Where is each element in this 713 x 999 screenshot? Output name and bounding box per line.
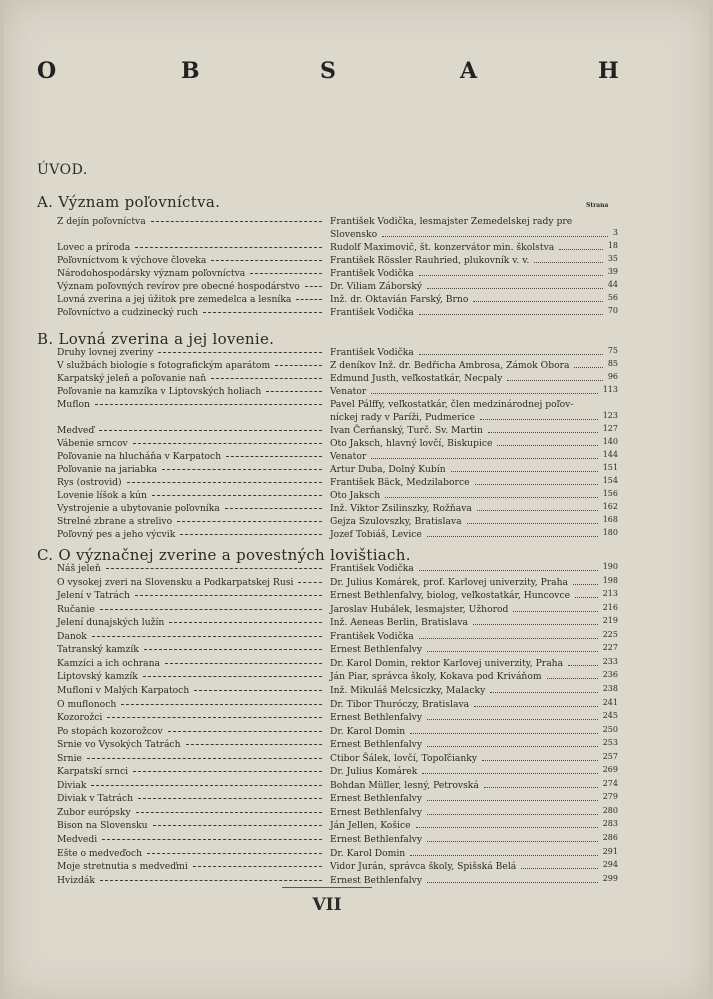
entry-page-number: 154 [602,476,618,485]
entry-author: František Vodička [330,307,414,318]
toc-row [57,254,618,267]
toc-row [57,411,618,424]
dash-leader [127,482,322,483]
dash-leader [180,534,322,535]
toc-row [57,280,618,293]
toc-row [57,476,618,489]
entry-author: Jaroslav Hubálek, lesmajster, Užhorod [330,603,509,615]
entry-page-number: 180 [602,528,618,537]
entry-page-number: 279 [602,792,618,802]
dash-leader [296,299,322,300]
entry-page-number: 283 [602,819,618,829]
toc-row [57,779,618,792]
entry-author: Vidor Jurán, správca školy, Spišská Belá [330,861,517,873]
entry-title: Poľovanie na jariabka [57,464,158,475]
entry-title: Poľovníctvo a cudzinecký ruch [57,307,199,318]
toc-row [57,589,618,602]
dash-leader [136,812,322,813]
entry-title: Srnie vo Vysokých Tatrách [57,739,181,751]
entry-author: Dr. Karol Domin [330,725,406,737]
dot-leader [521,868,598,869]
entry-title: Ešte o medveďoch [57,847,143,859]
heading-letter: B [181,58,200,84]
entry-page-number: 18 [607,241,618,250]
dot-leader [371,393,598,394]
dash-leader [133,443,322,444]
dash-leader [275,365,322,366]
dash-leader [138,798,322,799]
entry-page-number: 3 [612,228,618,237]
dash-leader [100,880,322,881]
dash-leader [100,609,322,610]
dot-leader [474,706,598,707]
entry-author: Ernest Bethlenfalvy [330,644,423,656]
entry-author: Bohdan Müller, lesný, Petrovská [330,779,479,791]
dot-leader [371,458,598,459]
dash-leader [169,622,322,623]
toc-row [57,346,618,359]
entry-author: Inž. dr. Oktavián Farský, Brno [330,294,469,305]
entry-title: Karpatskí srnci [57,766,129,778]
toc-row [57,463,618,476]
entry-page-number: 190 [602,562,618,571]
dash-leader [143,676,322,677]
entry-author: Dr. Karol Domin, rektor Karlovej univerzity, Praha [330,657,564,669]
heading-letter: S [320,58,336,84]
entry-page-number: 257 [602,751,618,761]
dot-leader [568,665,598,666]
dot-leader [427,288,603,289]
dot-leader [419,638,598,639]
entry-page-number: 299 [602,873,618,883]
entry-author: František Vodička [330,563,414,574]
entry-title: Poľovanie na kamzíka v Liptovských holiach [57,386,262,397]
dash-leader [305,286,322,287]
entry-title: Z dejín poľovníctva [57,216,146,227]
entry-page-number: 44 [607,280,618,289]
toc-row [57,725,618,738]
dash-leader [87,758,322,759]
entry-title: Medvedi [57,834,98,845]
dot-leader [416,827,598,828]
entry-title: Diviak [57,779,87,791]
entry-author: Artur Duba, Dolný Kubín [330,464,446,475]
entry-title: Náš jeleň [57,563,101,574]
entry-title: O muflonoch [57,698,117,710]
entry-author: Ernest Bethlenfalvy [330,793,423,805]
entry-page-number: 219 [602,616,618,626]
dash-leader [177,521,322,522]
entry-title: O vysokej zveri na Slovensku a Podkarpatskej Rusi [57,576,294,588]
contents-heading [0,58,713,88]
toc-row [57,215,618,228]
page-column-label: Strana [586,202,609,209]
entry-title: Poľovanie na hlucháňa v Karpatoch [57,451,222,462]
dash-leader [135,595,322,596]
entry-page-number: 140 [602,437,618,446]
toc-row [57,528,618,541]
toc-row [57,847,618,860]
dash-leader [107,717,322,718]
entry-author: Ján Piar, správca školy, Kokava pod Kriváňom [330,671,542,683]
entry-author: Ernest Bethlenfalvy [330,834,423,845]
section-b-title: B. Lovná zverina a jej lovenie. [37,330,275,348]
toc-row [57,860,618,873]
dash-leader [135,247,322,248]
entry-title: Lovná zverina a jej úžitok pre zemedelca a lesníka [57,294,292,305]
entry-author: František Vodička, lesmajster Zemedelskej rady pre [330,216,573,227]
toc-row [57,765,618,778]
dot-leader [451,471,598,472]
entry-page-number: 162 [602,502,618,511]
entry-page-number: 216 [602,602,618,612]
entry-title: Mufloni v Malých Karpatoch [57,684,190,696]
entry-author: Pavel Pálffy, veľkostatkár, člen medzinárodnej poľov- [330,399,574,410]
entry-author: František Bäck, Medzilaborce [330,477,470,488]
dot-leader [488,432,598,433]
entry-page-number: 96 [607,372,618,381]
entry-page-number: 156 [602,489,618,498]
dash-leader [153,825,322,826]
toc-row [57,711,618,724]
heading-letter: H [598,58,619,84]
entry-page-number: 233 [602,656,618,666]
entry-page-number: 39 [607,267,618,276]
entry-title: Vystrojenie a ubytovanie poľovníka [57,503,220,514]
entry-author: Ján Jellen, Košice [330,820,411,832]
dot-leader [427,746,598,747]
dash-leader [193,866,322,867]
dash-leader [298,582,322,583]
entry-author: Dr. Julius Komárek, prof. Karlovej univerzity, Praha [330,576,569,588]
toc-row [57,616,618,629]
dot-leader [482,760,598,761]
entry-author: Dr. Julius Komárek [330,766,418,778]
entry-author: Dr. Viliam Záborský [330,281,423,292]
dot-leader [574,367,603,368]
entry-title: Danok [57,630,87,642]
entry-page-number: 198 [602,575,618,585]
entry-page-number: 213 [602,589,618,599]
dot-leader [513,611,598,612]
entry-title: Poľovný pes a jeho výcvik [57,529,176,540]
toc-row [57,359,618,372]
entry-page-number: 85 [607,359,618,368]
entry-author: Dr. Tibor Thuróczy, Bratislava [330,698,470,710]
entry-author: Rudolf Maximovič, št. konzervátor min. školstva [330,242,555,253]
dash-leader [102,839,322,840]
entry-title: Druhy lovnej zveriny [57,347,154,358]
entry-page-number: 236 [602,670,618,680]
dot-leader [410,733,598,734]
entry-page-number: 70 [607,306,618,315]
entry-author: František Rössler Rauhried, plukovník v. v. [330,255,530,266]
dot-leader [427,536,598,537]
toc-row [57,698,618,711]
dot-leader [427,814,598,815]
dot-leader [385,497,598,498]
entry-author: Oto Jaksch, hlavný lovčí, Biskupice [330,438,493,449]
heading-letter: A [460,58,478,84]
toc-row [57,562,618,575]
dash-leader [266,391,322,392]
entry-title: Moje stretnutia s medveďmi [57,861,188,873]
dot-leader [410,855,598,856]
intro-label: ÚVOD. [37,162,88,178]
entry-page-number: 151 [602,463,618,472]
toc-row [57,603,618,616]
toc-row [57,752,618,765]
toc-row [57,489,618,502]
entry-page-number: 227 [602,643,618,653]
toc-row [57,267,618,280]
toc-row [57,684,618,697]
entry-title: Lovenie líšok a kún [57,490,147,501]
entry-page-number: 245 [602,711,618,721]
section-c-title: C. O význačnej zverine a povestných lovištiach. [37,546,411,564]
dot-leader [480,419,598,420]
dot-leader [473,301,603,302]
dot-leader [547,678,598,679]
entry-title: Tatranský kamzík [57,644,139,656]
dash-leader [211,378,322,379]
entry-page-number: 253 [602,738,618,748]
dash-leader [152,495,322,496]
entry-title: Poľovníctvom k výchove človeka [57,255,207,266]
toc-row [57,819,618,832]
dot-leader [427,651,598,652]
toc-row [57,657,618,670]
toc-row [57,806,618,819]
toc-row [57,306,618,319]
entry-page-number: 168 [602,515,618,524]
dash-leader [91,785,322,786]
toc-row [57,228,618,241]
entry-title: Jelení v Tatrách [57,590,130,602]
entry-title: Po stopách kozorožcov [57,725,163,737]
entry-page-number: 113 [602,385,618,394]
dash-leader [133,771,322,772]
dash-leader [92,636,322,637]
dot-leader [559,249,603,250]
entry-author: Inž. Viktor Zsilinszky, Rožňava [330,503,472,514]
dot-leader [419,570,598,571]
toc-row [57,450,618,463]
entry-author: Z deníkov Inž. dr. Bedřicha Ambrosa, Zámok Obora [330,360,570,371]
dash-leader [144,649,322,650]
entry-title: Národohospodársky význam poľovníctva [57,268,246,279]
entry-title: Rys (ostrovid) [57,477,122,488]
entry-page-number: 127 [602,424,618,433]
entry-author: Oto Jaksch [330,490,381,501]
dash-leader [99,430,322,431]
entry-author: Ernest Bethlenfalvy [330,806,423,818]
entry-author: Dr. Karol Domin [330,847,406,859]
entry-author: Jozef Tobiáš, Levice [330,529,422,540]
toc-row [57,670,618,683]
entry-title: Zubor európsky [57,806,131,818]
entry-page-number: 238 [602,683,618,693]
toc-row [57,738,618,751]
entry-page-number: 250 [602,724,618,734]
entry-page-number: 286 [602,833,618,842]
dash-leader [121,704,322,705]
dot-leader [419,354,603,355]
entry-title: Diviak v Tatrách [57,793,134,805]
toc-row [57,241,618,254]
toc-row [57,372,618,385]
dot-leader [573,584,598,585]
dot-leader [427,882,598,883]
dash-leader [151,221,322,222]
dot-leader [382,236,608,237]
entry-title: V službách biologie s fotografickým aparátom [57,360,271,371]
entry-author: Ernest Bethlenfalvy [330,874,423,886]
entry-title: Vábenie srncov [57,438,128,449]
entry-page-number: 75 [607,346,618,355]
dot-leader [575,597,598,598]
dash-leader [162,469,322,470]
entry-page-number: 269 [602,765,618,775]
dot-leader [427,841,598,842]
toc-row [57,424,618,437]
toc-row [57,398,618,411]
dash-leader [226,456,322,457]
dash-leader [250,273,322,274]
dot-leader [534,262,603,263]
entry-author: František Vodička [330,347,414,358]
entry-author: Inž. Mikuláš Melcsiczky, Malacky [330,684,486,696]
entry-page-number: 280 [602,805,618,815]
entry-author: Ernest Bethlenfalvy [330,712,423,724]
entry-author: Ernest Bethlenfalvy, biolog, veľkostatkár, Huncovce [330,590,571,602]
dash-leader [211,260,322,261]
entry-title: Liptovský kamzík [57,671,138,683]
dash-leader [194,690,322,691]
entry-title: Strelné zbrane a strelivo [57,516,173,527]
dash-leader [158,352,322,353]
entry-author: Ctibor Šálek, lovčí, Topoľčianky [330,752,478,764]
entry-page-number: 144 [602,450,618,459]
entry-author: níckej rady v Paríži, Pudmerice [330,412,475,423]
entry-author: Slovensko [330,229,378,240]
dot-leader [475,484,598,485]
entry-author: Gejza Szulovszky, Bratislava [330,516,462,527]
entry-title: Lovec a príroda [57,242,131,253]
dash-leader [168,731,322,732]
page-number: VII [312,895,342,915]
dash-leader [106,568,322,569]
entry-page-number: 294 [602,860,618,870]
entry-title: Medveď [57,425,95,436]
toc-row [57,437,618,450]
entry-author: František Vodička [330,630,414,642]
entry-page-number: 274 [602,778,618,788]
entry-author: Edmund Justh, veľkostatkár, Necpaly [330,373,503,384]
toc-row [57,874,618,887]
dot-leader [484,787,598,788]
entry-author: Inž. Aeneas Berlin, Bratislava [330,617,469,629]
toc-row [57,792,618,805]
entry-title: Muflon [57,399,90,410]
entry-title: Hvizdák [57,874,95,886]
entry-title: Kozorožci [57,712,103,724]
heading-letter: O [37,58,57,84]
dash-leader [165,663,322,664]
entry-title: Jelení dunajských lužín [57,617,165,629]
entry-author: Ernest Bethlenfalvy [330,739,423,751]
entry-title: Karpatský jeleň a poľovanie naň [57,373,207,384]
dot-leader [497,445,598,446]
toc-row [57,293,618,306]
toc-row [57,643,618,656]
entry-page-number: 291 [602,846,618,856]
dash-leader [225,508,322,509]
entry-author: Venator [330,451,367,462]
section-a-title: A. Význam poľovníctva. [37,193,221,211]
dash-leader [203,312,322,313]
toc-row [57,502,618,515]
dash-leader [186,744,322,745]
divider-rule [282,887,372,888]
entry-author: Venator [330,386,367,397]
entry-page-number: 241 [602,697,618,707]
dot-leader [427,800,598,801]
entry-page-number: 123 [602,411,618,420]
entry-title: Bison na Slovensku [57,820,148,832]
dot-leader [419,314,603,315]
dash-leader [147,853,322,854]
dot-leader [427,719,598,720]
entry-page-number: 35 [607,254,618,263]
toc-row [57,576,618,589]
dash-leader [95,404,322,405]
entry-author: Ivan Čerňanský, Turč. Sv. Martin [330,425,483,436]
dot-leader [507,380,603,381]
dot-leader [490,692,598,693]
entry-title: Kamzíci a ich ochrana [57,657,161,669]
entry-page-number: 56 [607,293,618,302]
toc-row [57,630,618,643]
toc-row [57,515,618,528]
dot-leader [422,773,598,774]
dot-leader [419,275,603,276]
entry-title: Srnie [57,752,82,764]
dot-leader [477,510,598,511]
entry-title: Význam poľovných revírov pre obecné hospodárstvo [57,281,300,292]
toc-row [57,833,618,846]
dot-leader [473,624,598,625]
entry-author: František Vodička [330,268,414,279]
entry-title: Ručanie [57,603,95,615]
entry-page-number: 225 [602,629,618,639]
toc-row [57,385,618,398]
dot-leader [467,523,598,524]
